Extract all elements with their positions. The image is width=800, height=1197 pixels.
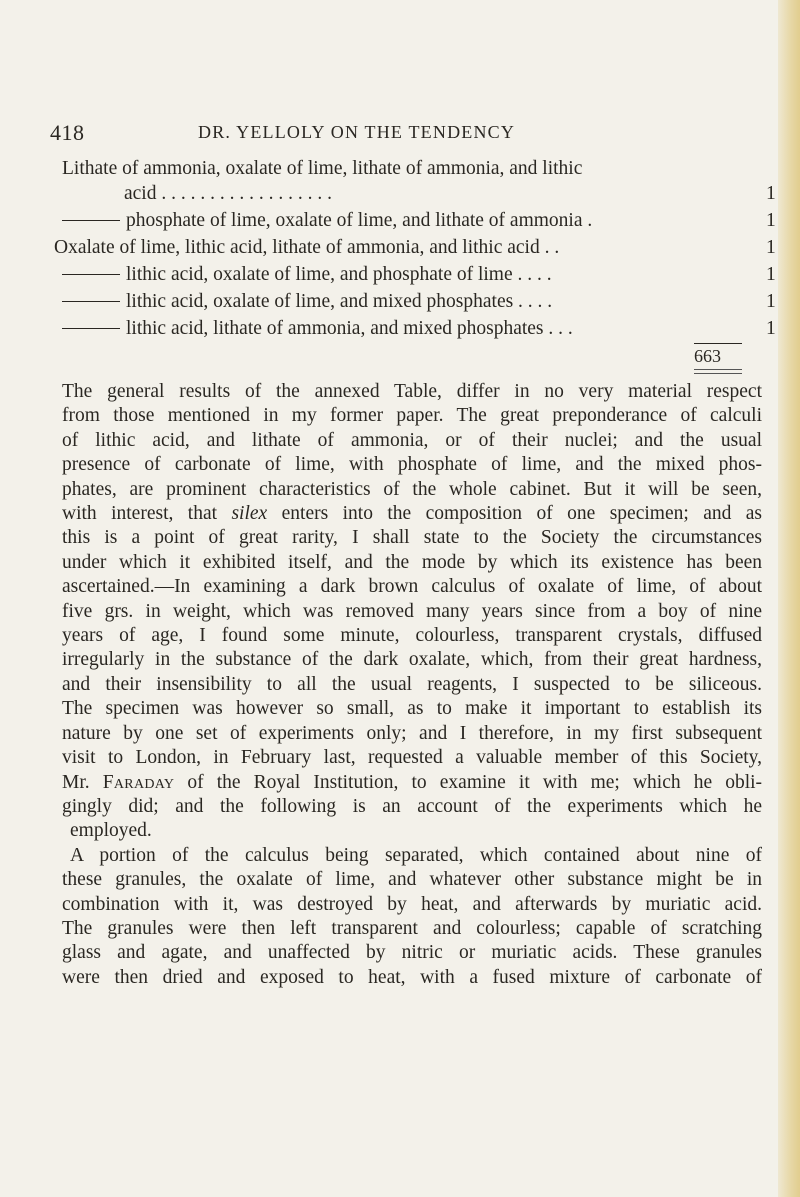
text-line: this is a point of great rarity, I shall state to the Society the circumstances xyxy=(62,527,762,549)
row-text: acid . . . . . . . . . . . . . . . . . . xyxy=(124,183,332,204)
text-line: these granules, the oxalate of lime, and whatever other substance might be in xyxy=(62,869,762,891)
row-count: 1 xyxy=(766,291,776,312)
row-text: phosphate of lime, oxalate of lime, and lithate of ammonia . xyxy=(126,210,593,231)
text-run: of the Royal Institution, to examine it with me; which he obli- xyxy=(187,771,763,793)
text-line: of lithic acid, and lithate of ammonia, or of their nuclei; and the usual xyxy=(62,429,762,451)
text-line xyxy=(62,502,762,526)
text-run: Mr. xyxy=(62,771,90,793)
text-line: were then dried and exposed to heat, with a fused mixture of carbonate of xyxy=(62,966,762,988)
total-double-rule xyxy=(694,369,742,374)
table-row xyxy=(124,183,800,209)
running-head: DR. YELLOLY ON THE TENDENCY xyxy=(198,122,516,142)
row-text: Lithate of ammonia, oxalate of lime, lithate of ammonia, and lithic xyxy=(62,158,583,179)
text-run: enters into the composition of one specimen; and as xyxy=(281,503,763,525)
text-line: and their insensibility to all the usual reagents, I suspected to be siliceous. xyxy=(62,673,762,695)
text-line: under which it exhibited itself, and the mode by which its existence has been xyxy=(62,551,762,573)
text-line: glass and agate, and unaffected by nitric or muriatic acids. These granules xyxy=(62,942,762,964)
text-line: five grs. in weight, which was removed many years since from a boy of nine xyxy=(62,600,762,622)
text-line: phates, are prominent characteristics of the whole cabinet. But it will be seen, xyxy=(62,478,762,500)
page-header xyxy=(50,120,790,144)
row-count: 1 xyxy=(766,264,776,285)
italic-word: silex xyxy=(231,503,268,525)
row-text: lithic acid, oxalate of lime, and phosphate of lime . . . . xyxy=(126,264,552,285)
row-count: 1 xyxy=(766,183,776,204)
text-line: presence of carbonate of lime, with phosphate of lime, and the mixed phos- xyxy=(62,454,762,476)
row-text: lithic acid, oxalate of lime, and mixed phosphates . . . . xyxy=(126,291,553,312)
table-row xyxy=(62,264,800,290)
text-line: The granules were then left transparent and colourless; capable of scratching xyxy=(62,917,762,939)
table-row xyxy=(62,158,800,184)
table-row xyxy=(62,210,800,236)
row-text: Oxalate of lime, lithic acid, lithate of ammonia, and lithic acid . . xyxy=(54,237,560,258)
table-total: 663 xyxy=(694,346,721,366)
text-line: employed. xyxy=(70,820,152,842)
total-rule xyxy=(694,343,742,344)
text-line xyxy=(62,771,762,795)
text-line: The specimen was however so small, as to make it important to establish its xyxy=(62,698,762,720)
text-line: visit to London, in February last, requested a valuable member of this Society, xyxy=(62,747,762,769)
text-line: The general results of the annexed Table, differ in no very material respect xyxy=(62,381,762,402)
ditto-dash xyxy=(62,328,120,329)
row-count: 1 xyxy=(766,237,776,258)
ditto-dash xyxy=(62,274,120,275)
text-line: gingly did; and the following is an account of the experiments which he xyxy=(62,795,762,817)
row-text: lithic acid, lithate of ammonia, and mixed phosphates . . . xyxy=(126,318,573,339)
ditto-dash xyxy=(62,301,120,302)
text-run: with interest, that xyxy=(62,503,218,525)
page-number: 418 xyxy=(50,120,85,145)
text-line: from those mentioned in my former paper. The great preponderance of calculi xyxy=(62,405,762,427)
row-count: 1 xyxy=(766,210,776,231)
table-row xyxy=(62,318,800,344)
text-line: A portion of the calculus being separated, which contained about nine of xyxy=(70,844,762,866)
text-line: nature by one set of experiments only; and I therefore, in my first subsequent xyxy=(62,722,762,744)
text-line: combination with it, was destroyed by heat, and afterwards by muriatic acid. xyxy=(62,893,762,915)
small-caps-name: Faraday xyxy=(102,771,175,793)
table-row xyxy=(62,291,800,317)
row-count: 1 xyxy=(766,318,776,339)
text-line: years of age, I found some minute, colourless, transparent crystals, diffused xyxy=(62,625,762,647)
body-text xyxy=(62,380,762,990)
table-row xyxy=(54,237,794,263)
text-line: ascertained.—In examining a dark brown calculus of oxalate of lime, of about xyxy=(62,576,762,598)
ditto-dash xyxy=(62,220,120,221)
text-line: irregularly in the substance of the dark oxalate, which, from their great hardness, xyxy=(62,649,762,671)
